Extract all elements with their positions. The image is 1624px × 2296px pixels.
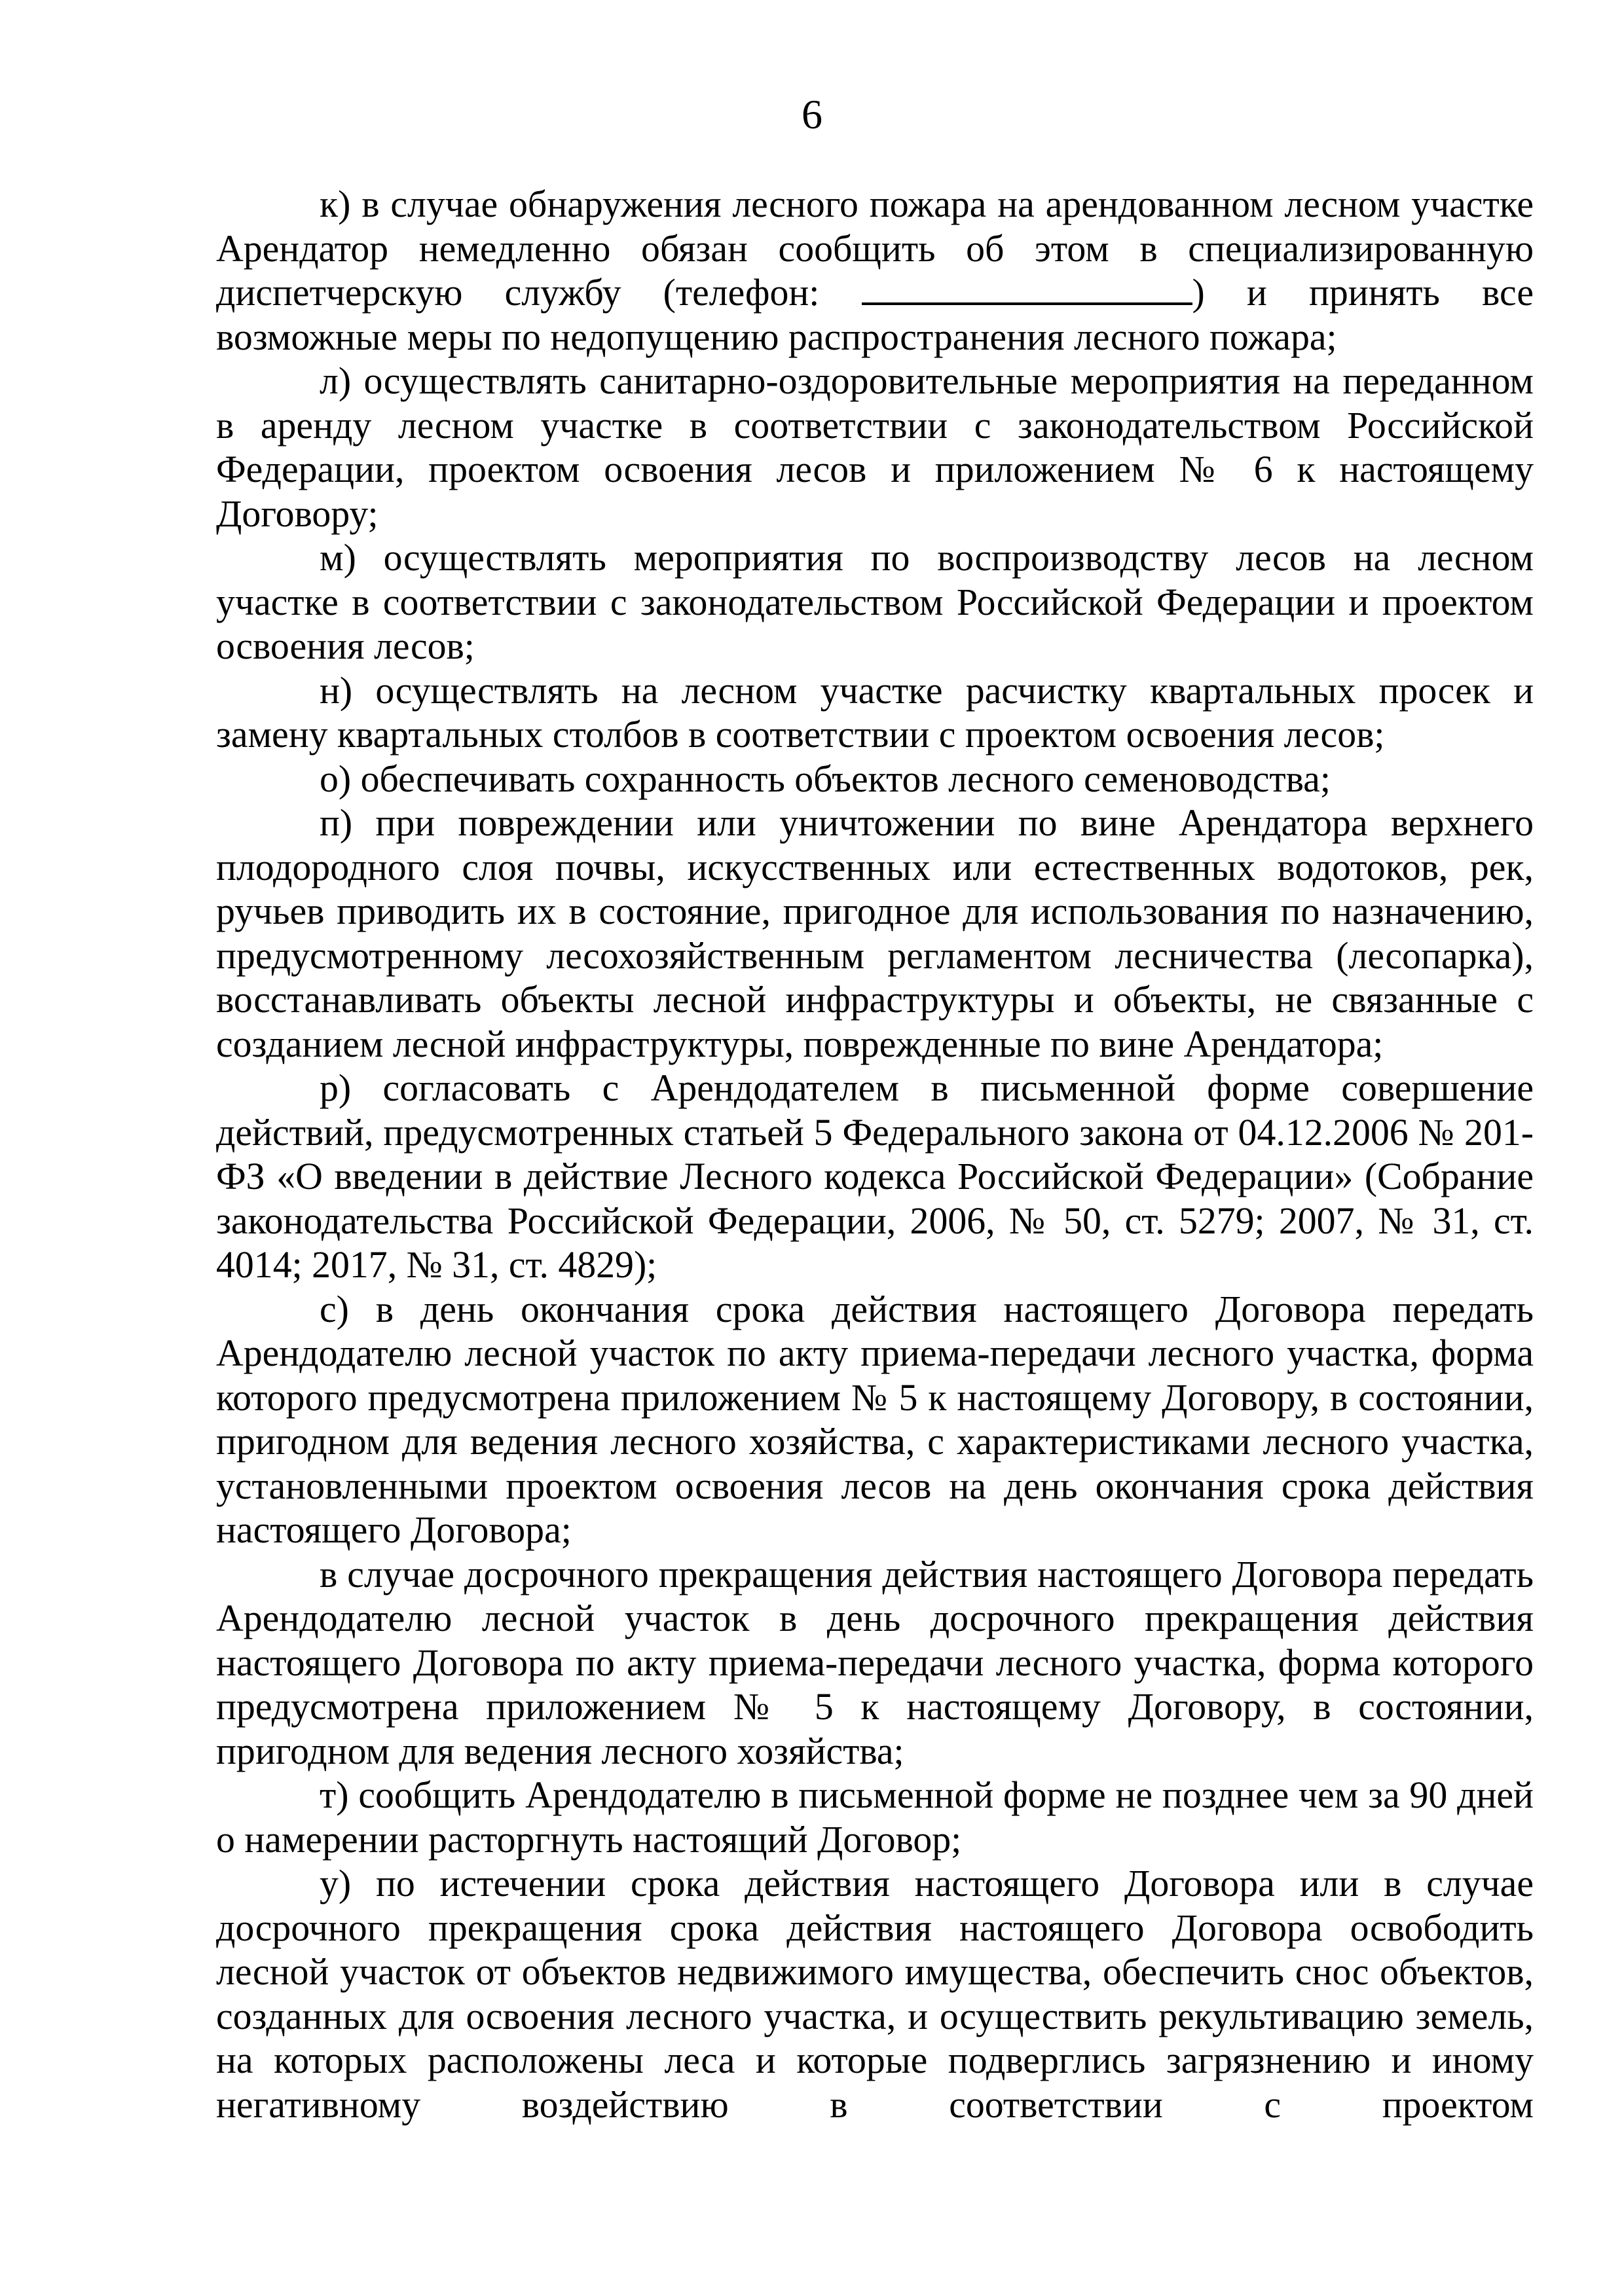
clause-k-phone-tail: ) и принять все bbox=[1192, 271, 1534, 314]
clause-p: п) при повреждении или уничтожении по вине Арендатора верхнего плодородного слоя почвы, искусственных или естественных водотоков, рек, ручьев приводить их в состояние, пригодное для использования по назначению, предусмотренному лесохозяйственным регламентом лесничества (лесопарка), восстанавливать объекты лесной инфраструктуры и объекты, не связанные с созданием лесной инфраструктуры, поврежденные по вине Арендатора; bbox=[216, 801, 1534, 1065]
clause-k-line-1: к) в случае обнаружения лесного пожара на арендованном лесном участке bbox=[320, 183, 1534, 225]
clause-l: л) осуществлять санитарно-оздоровительные мероприятия на переданном в аренду лесном участке в соответствии с законодательством Российской Федерации, проектом освоения лесов и приложением № 6 к настоящему Договору; bbox=[216, 359, 1534, 535]
clause-s: с) в день окончания срока действия настоящего Договора передать Арендодателю лесной участок по акту приема-передачи лесного участка, форма которого предусмотрена приложением № 5 к настоящему Договору, в состоянии, пригодном для ведения лесного хозяйства, с характеристиками лесного участка, установленными проектом освоения лесов на день окончания срока действия настоящего Договора; bbox=[216, 1287, 1534, 1551]
clause-s-early-termination: в случае досрочного прекращения действия настоящего Договора передать Арендодателю лесной участок в день досрочного прекращения действия настоящего Договора по акту приема-передачи лесного участка, форма которого предусмотрена приложением № 5 к настоящему Договору, в состоянии, пригодном для ведения лесного хозяйства; bbox=[216, 1552, 1534, 1772]
clause-t: т) сообщить Арендодателю в письменной форме не позднее чем за 90 дней о намерении расторгнуть настоящий Договор; bbox=[216, 1774, 1534, 1861]
clause-k-phone-label: диспетчерскую службу (телефон: bbox=[216, 271, 820, 314]
document-body bbox=[216, 182, 1534, 2126]
clause-o: о) обеспечивать сохранность объектов лесного семеноводства; bbox=[320, 757, 1331, 800]
clause-m: м) осуществлять мероприятия по воспроизводству лесов на лесном участке в соответствии с законодательством Российской Федерации и проектом освоения лесов; bbox=[216, 536, 1534, 667]
clause-u: у) по истечении срока действия настоящего Договора или в случае досрочного прекращения срока действия настоящего Договора освободить лесной участок от объектов недвижимого имущества, обеспечить снос объектов, созданных для освоения лесного участка, и осуществить рекультивацию земель, на которых расположены леса и которые подверглись загрязнению и иному негативному воздействию в соответствии с проектом bbox=[216, 1862, 1534, 2126]
clause-k-line-3 bbox=[216, 270, 1534, 315]
clause-n: н) осуществлять на лесном участке расчистку квартальных просек и замену квартальных столбов в соответствии с проектом освоения лесов; bbox=[216, 668, 1534, 756]
clause-k-line-4: возможные меры по недопущению распространения лесного пожара; bbox=[216, 315, 1337, 358]
phone-number-blank bbox=[862, 275, 1192, 305]
clause-r: р) согласовать с Арендодателем в письменной форме совершение действий, предусмотренных статьей 5 Федерального закона от 04.12.2006 № 201-ФЗ «О введении в действие Лесного кодекса Российской Федерации» (Собрание законодательства Российской Федерации, 2006, № 50, ст. 5279; 2007, № 31, ст. 4014; 2017, № 31, ст. 4829); bbox=[216, 1066, 1534, 1286]
clause-k-line-2: Арендатор немедленно обязан сообщить об этом в специализированную bbox=[216, 227, 1534, 270]
page-number: 6 bbox=[802, 91, 822, 137]
clause-k bbox=[216, 182, 1534, 359]
